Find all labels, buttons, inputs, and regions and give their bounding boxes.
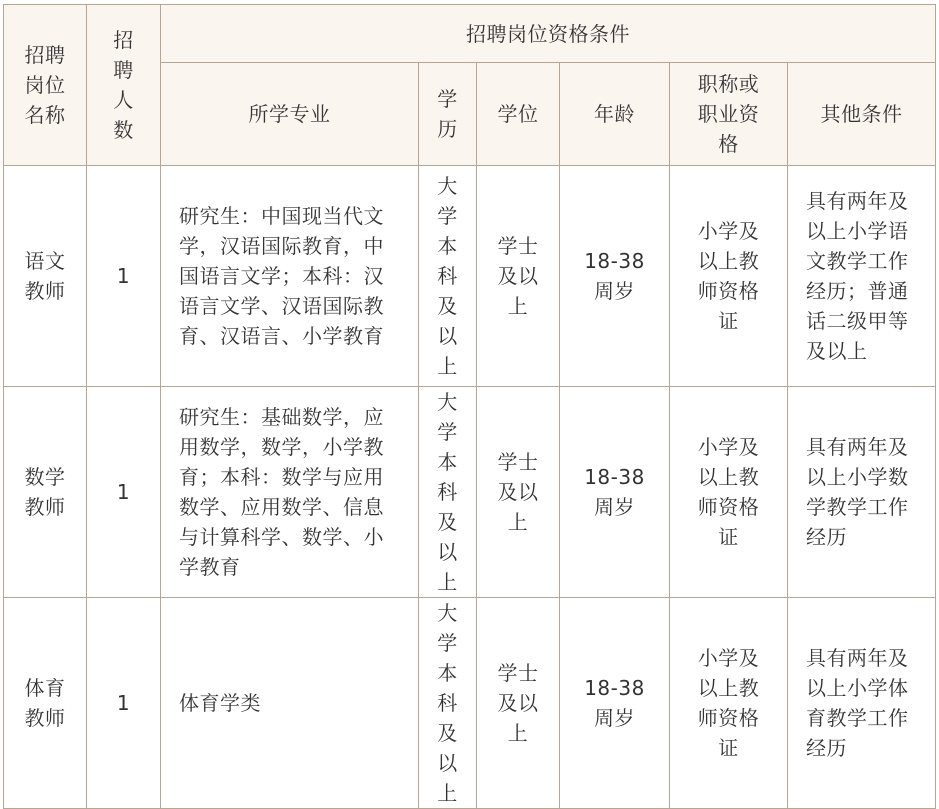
table-row (4, 387, 936, 598)
major-cell: 研究生：基础数学，应用数学，数学，小学教育；本科：数学与应用数学、应用数学、信息与计算科学、数学、小学教育 (161, 387, 419, 598)
post-name-cell: 语文教师 (4, 166, 87, 387)
degree-cell: 学士及以上 (477, 387, 560, 598)
header-other: 其他条件 (788, 63, 936, 166)
header-count: 招聘人数 (87, 5, 161, 166)
header-post-name: 招聘岗位名称 (4, 5, 87, 166)
age-cell: 18-38周岁 (560, 166, 670, 387)
age-cell: 18-38周岁 (560, 598, 670, 809)
major-cell: 研究生：中国现当代文学，汉语国际教育，中国语言文学；本科：汉语言文学、汉语国际教育、汉语言、小学教育 (161, 166, 419, 387)
post-name-cell: 数学教师 (4, 387, 87, 598)
other-cell: 具有两年及以上小学数学教学工作经历 (788, 387, 936, 598)
count-cell: 1 (87, 387, 161, 598)
other-cell: 具有两年及以上小学体育教学工作经历 (788, 598, 936, 809)
cert-cell: 小学及以上教师资格证 (670, 166, 788, 387)
education-cell: 大学本科及以上 (419, 166, 477, 387)
header-title-cert: 职称或职业资格 (670, 63, 788, 166)
other-cell: 具有两年及以上小学语文教学工作经历；普通话二级甲等及以上 (788, 166, 936, 387)
age-cell: 18-38周岁 (560, 387, 670, 598)
education-cell: 大学本科及以上 (419, 387, 477, 598)
count-cell: 1 (87, 166, 161, 387)
header-row-1 (4, 5, 936, 63)
header-qualifications: 招聘岗位资格条件 (161, 5, 936, 63)
major-cell: 体育学类 (161, 598, 419, 809)
header-major: 所学专业 (161, 63, 419, 166)
header-degree: 学位 (477, 63, 560, 166)
degree-cell: 学士及以上 (477, 166, 560, 387)
header-education: 学历 (419, 63, 477, 166)
recruitment-table (3, 4, 936, 809)
header-age: 年龄 (560, 63, 670, 166)
post-name-cell: 体育教师 (4, 598, 87, 809)
cert-cell: 小学及以上教师资格证 (670, 387, 788, 598)
education-cell: 大学本科及以上 (419, 598, 477, 809)
table-row (4, 166, 936, 387)
table-row (4, 598, 936, 809)
degree-cell: 学士及以上 (477, 598, 560, 809)
count-cell: 1 (87, 598, 161, 809)
cert-cell: 小学及以上教师资格证 (670, 598, 788, 809)
